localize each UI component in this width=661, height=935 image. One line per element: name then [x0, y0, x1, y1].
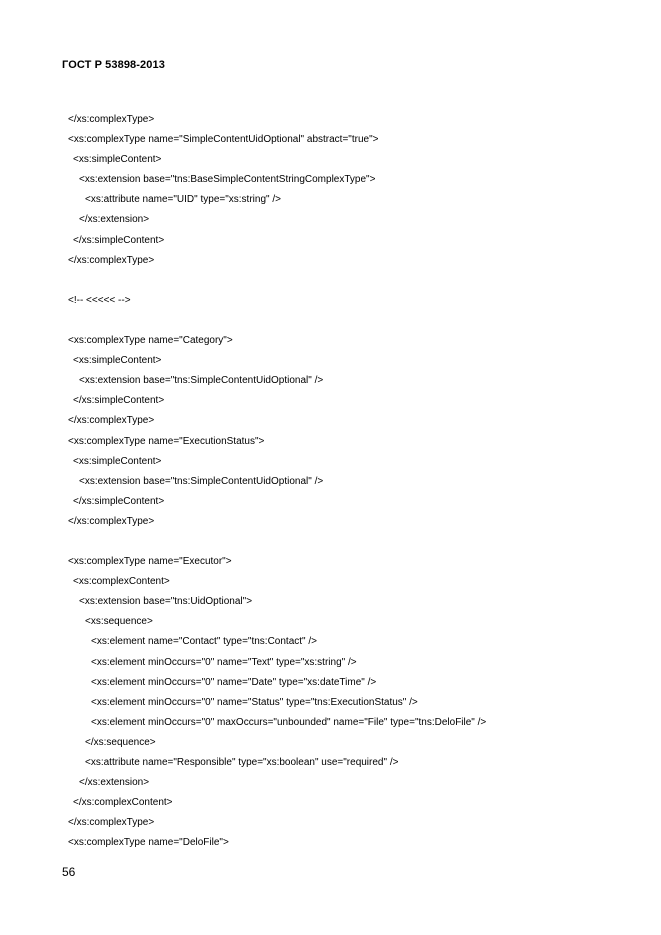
code-line: <xs:simpleContent> — [73, 154, 162, 166]
code-line: <xs:element minOccurs="0" maxOccurs="unbounded" name="File" type="tns:DeloFile" /> — [91, 716, 487, 728]
code-line: </xs:complexType> — [68, 415, 155, 427]
code-line: <xs:attribute name="UID" type="xs:string" /> — [85, 194, 281, 206]
code-line: <xs:element minOccurs="0" name="Status" type="tns:ExecutionStatus" /> — [91, 696, 418, 708]
code-line: <xs:complexType name="Category"> — [68, 335, 233, 347]
code-comment: <!-- <<<<< --> — [68, 294, 131, 306]
code-line: <xs:simpleContent> — [73, 455, 162, 467]
code-line: <xs:simpleContent> — [73, 355, 162, 367]
code-line: <xs:complexType name="Executor"> — [68, 556, 232, 568]
code-line: </xs:complexType> — [68, 515, 155, 527]
code-line: <xs:sequence> — [85, 616, 153, 628]
code-line: <xs:complexType name="SimpleContentUidOptional" abstract="true"> — [68, 134, 379, 146]
code-line: <xs:complexType name="DeloFile"> — [68, 837, 229, 849]
document-header: ГОСТ Р 53898-2013 — [62, 59, 165, 71]
code-line: </xs:complexType> — [68, 817, 155, 829]
code-line: <xs:extension base="tns:UidOptional"> — [79, 596, 253, 608]
code-line: <xs:element minOccurs="0" name="Text" type="xs:string" /> — [91, 656, 357, 668]
xml-code-block — [68, 110, 648, 853]
code-line: <xs:extension base="tns:SimpleContentUidOptional" /> — [79, 475, 324, 487]
code-line: <xs:complexType name="ExecutionStatus"> — [68, 435, 265, 447]
blank-line — [68, 271, 648, 291]
code-line: </xs:simpleContent> — [73, 395, 165, 407]
blank-line — [68, 311, 648, 331]
code-line: </xs:simpleContent> — [73, 234, 165, 246]
code-line: </xs:complexType> — [68, 254, 155, 266]
code-line: </xs:simpleContent> — [73, 495, 165, 507]
code-line: <xs:extension base="tns:SimpleContentUidOptional" /> — [79, 375, 324, 387]
code-line: <xs:attribute name="Responsible" type="xs:boolean" use="required" /> — [85, 757, 399, 768]
code-line: <xs:element name="Contact" type="tns:Contact" /> — [91, 636, 317, 648]
code-line: </xs:complexContent> — [73, 797, 173, 809]
code-line: </xs:sequence> — [85, 736, 156, 748]
page-number: 56 — [62, 865, 76, 879]
code-line: <xs:element minOccurs="0" name="Date" type="xs:dateTime" /> — [91, 676, 377, 688]
code-line: </xs:extension> — [79, 214, 150, 226]
code-line: </xs:complexType> — [68, 114, 155, 125]
code-line: <xs:extension base="tns:BaseSimpleContentStringComplexType"> — [79, 174, 376, 186]
code-line: <xs:complexContent> — [73, 576, 170, 588]
code-line: </xs:extension> — [79, 777, 150, 789]
blank-line — [68, 532, 648, 552]
